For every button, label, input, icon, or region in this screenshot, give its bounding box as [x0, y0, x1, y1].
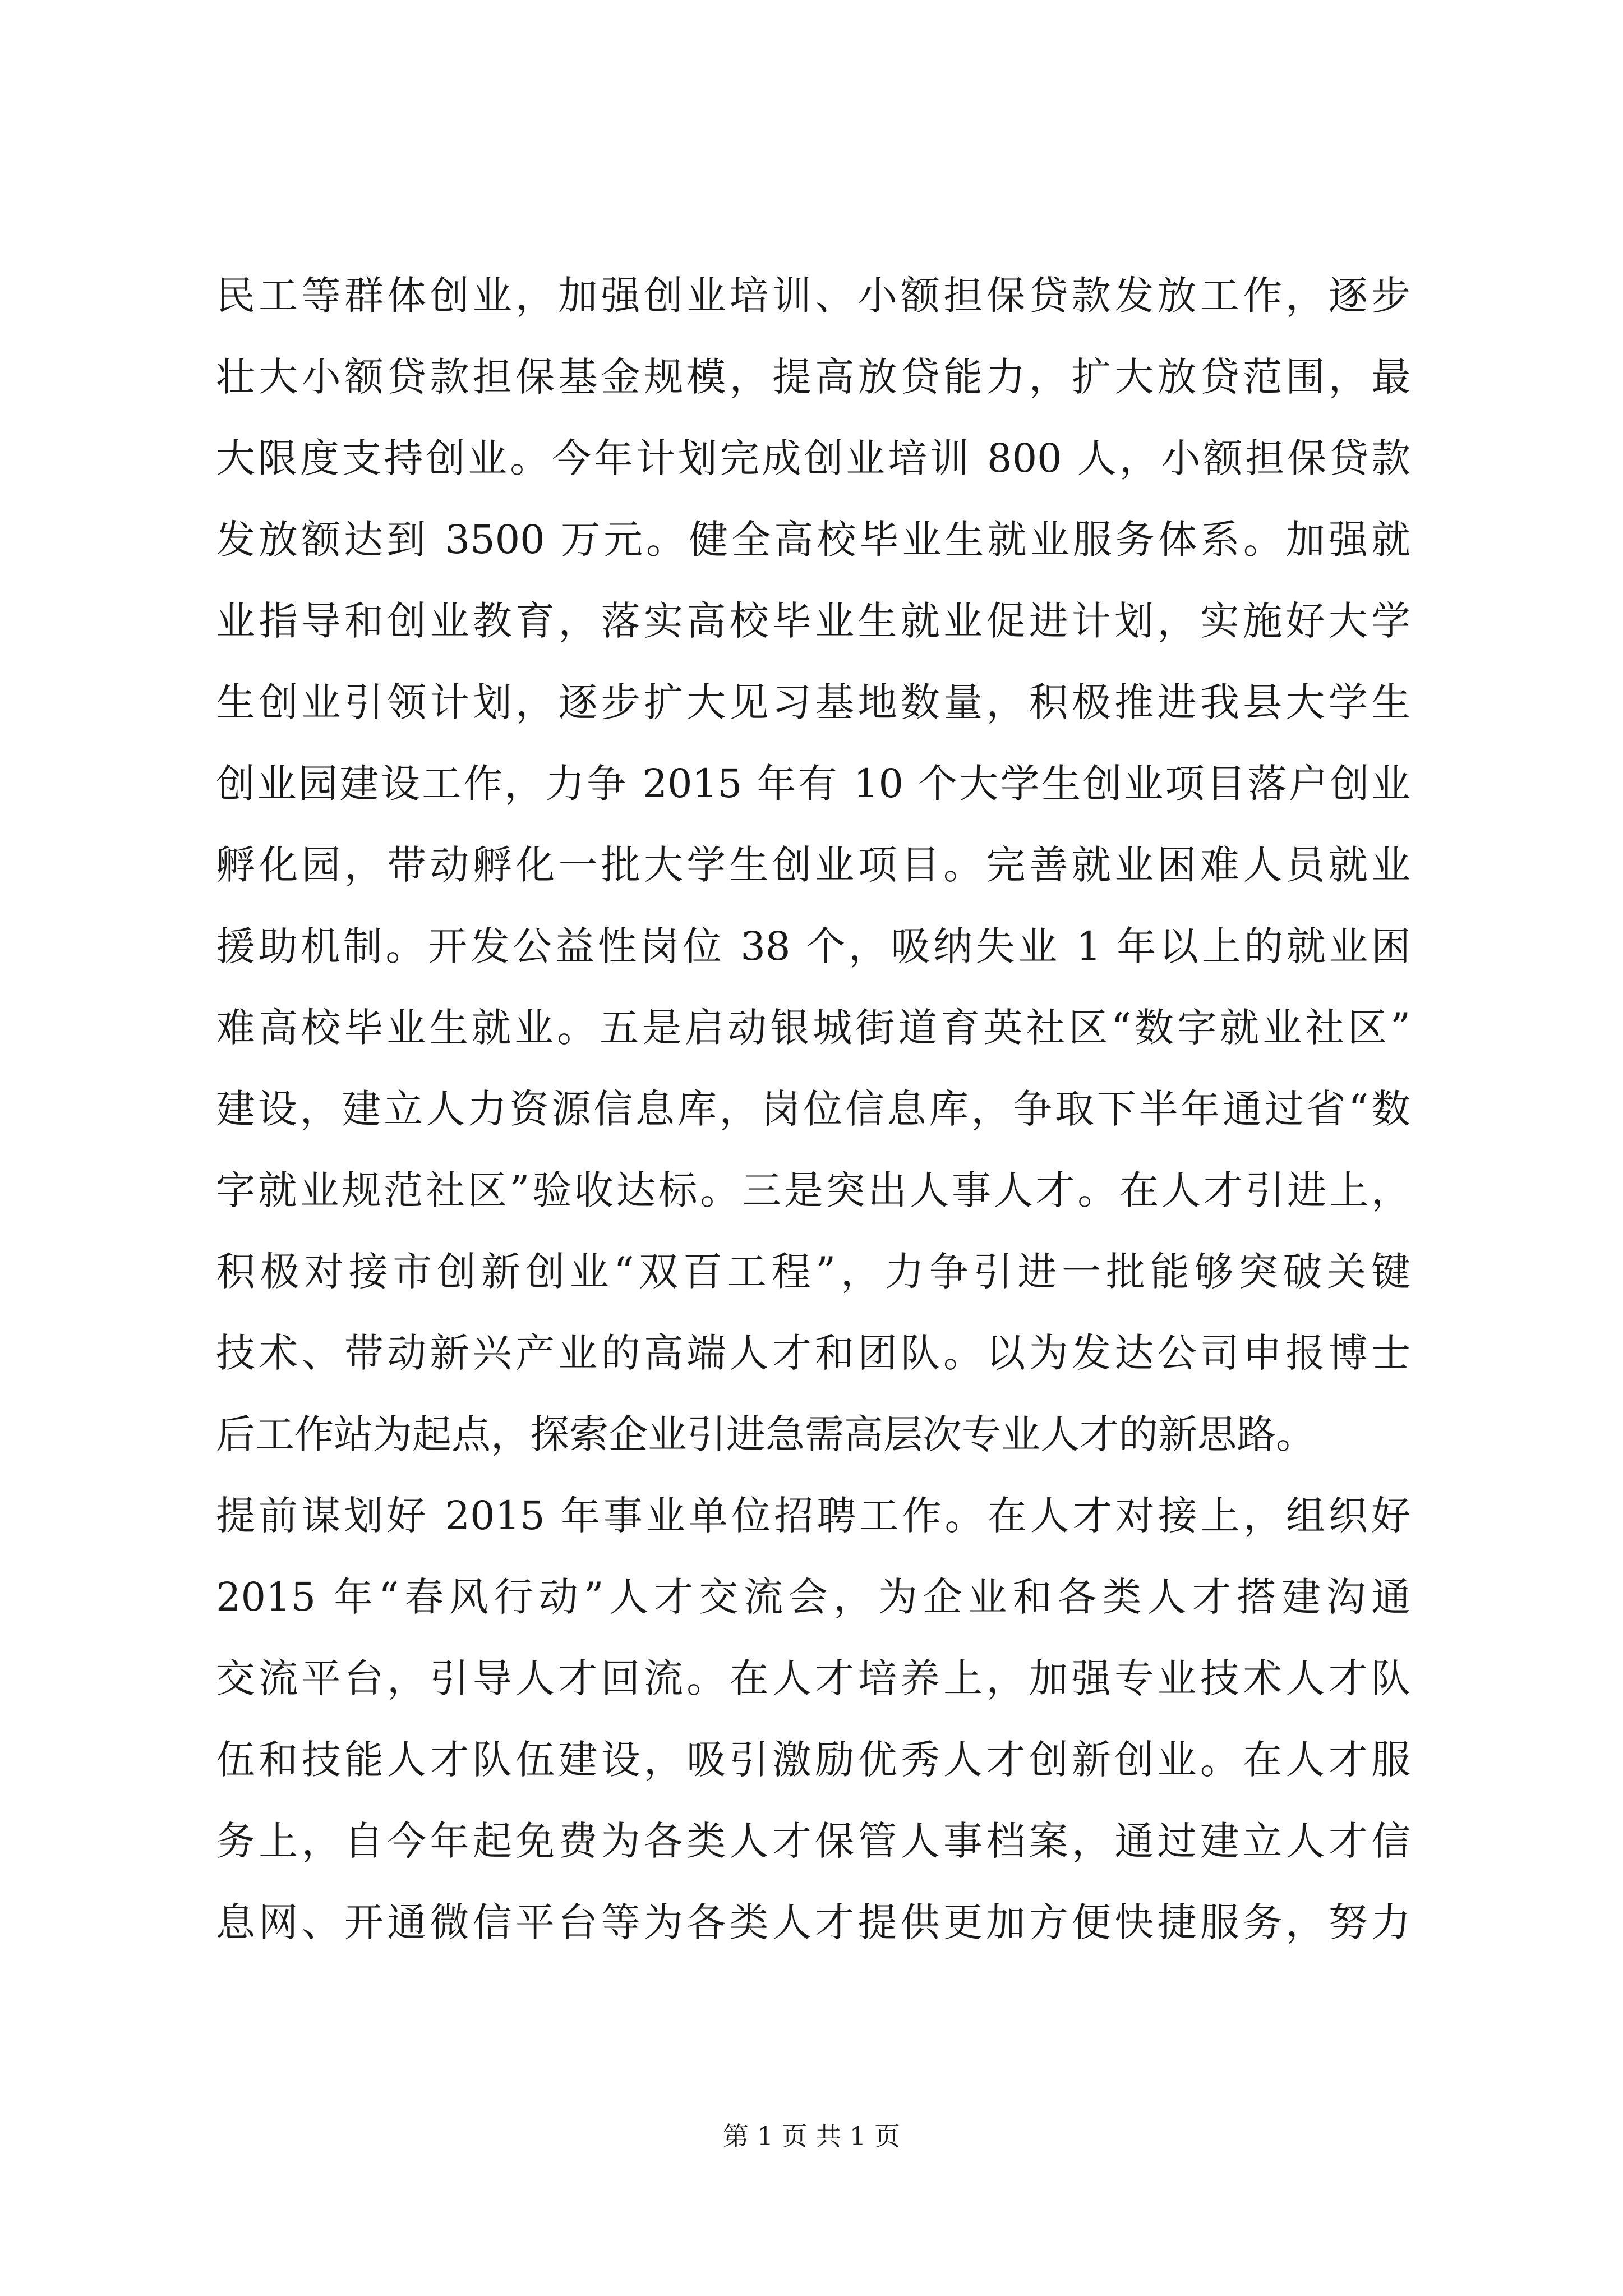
- text-line: 字就业规范社区”验收达标。三是突出人事人才。在人才引进上，: [216, 1167, 1410, 1213]
- text-line: 壮大小额贷款担保基金规模，提高放贷能力，扩大放贷范围，最: [216, 354, 1410, 400]
- text-line: 务上，自今年起免费为各类人才保管人事档案，通过建立人才信: [216, 1818, 1410, 1864]
- text-line: 民工等群体创业，加强创业培训、小额担保贷款发放工作，逐步: [216, 273, 1410, 319]
- body-text: [216, 255, 1410, 1963]
- text-line: 技术、带动新兴产业的高端人才和团队。以为发达公司申报博士: [216, 1330, 1410, 1376]
- text-line: 创业园建设工作，力争 2015 年有 10 个大学生创业项目落户创业: [216, 761, 1410, 807]
- text-line: 援助机制。开发公益性岗位 38 个，吸纳失业 1 年以上的就业困: [216, 923, 1410, 969]
- text-line: 建设，建立人力资源信息库，岗位信息库，争取下半年通过省“数: [216, 1086, 1410, 1132]
- text-line: 生创业引领计划，逐步扩大见习基地数量，积极推进我县大学生: [216, 679, 1410, 725]
- text-line: 发放额达到 3500 万元。健全高校毕业生就业服务体系。加强就: [216, 517, 1410, 563]
- text-line: 伍和技能人才队伍建设，吸引激励优秀人才创新创业。在人才服: [216, 1737, 1410, 1783]
- text-line: 2015 年“春风行动”人才交流会，为企业和各类人才搭建沟通: [216, 1574, 1410, 1620]
- text-line: 息网、开通微信平台等为各类人才提供更加方便快捷服务，努力: [216, 1899, 1410, 1945]
- text-line: 难高校毕业生就业。五是启动银城街道育英社区“数字就业社区”: [216, 1005, 1410, 1051]
- page-number-footer: 第 1 页 共 1 页: [723, 2121, 900, 2151]
- text-line: 大限度支持创业。今年计划完成创业培训 800 人，小额担保贷款: [216, 435, 1410, 481]
- text-line: 积极对接市创新创业“双百工程”，力争引进一批能够突破关键: [216, 1249, 1410, 1295]
- text-line: 后工作站为起点，探索企业引进急需高层次专业人才的新思路。: [216, 1411, 1315, 1457]
- text-line: 业指导和创业教育，落实高校毕业生就业促进计划，实施好大学: [216, 598, 1410, 644]
- text-line: 交流平台，引导人才回流。在人才培养上，加强专业技术人才队: [216, 1655, 1410, 1701]
- text-line: 提前谋划好 2015 年事业单位招聘工作。在人才对接上，组织好: [216, 1493, 1410, 1539]
- text-line: 孵化园，带动孵化一批大学生创业项目。完善就业困难人员就业: [216, 842, 1410, 888]
